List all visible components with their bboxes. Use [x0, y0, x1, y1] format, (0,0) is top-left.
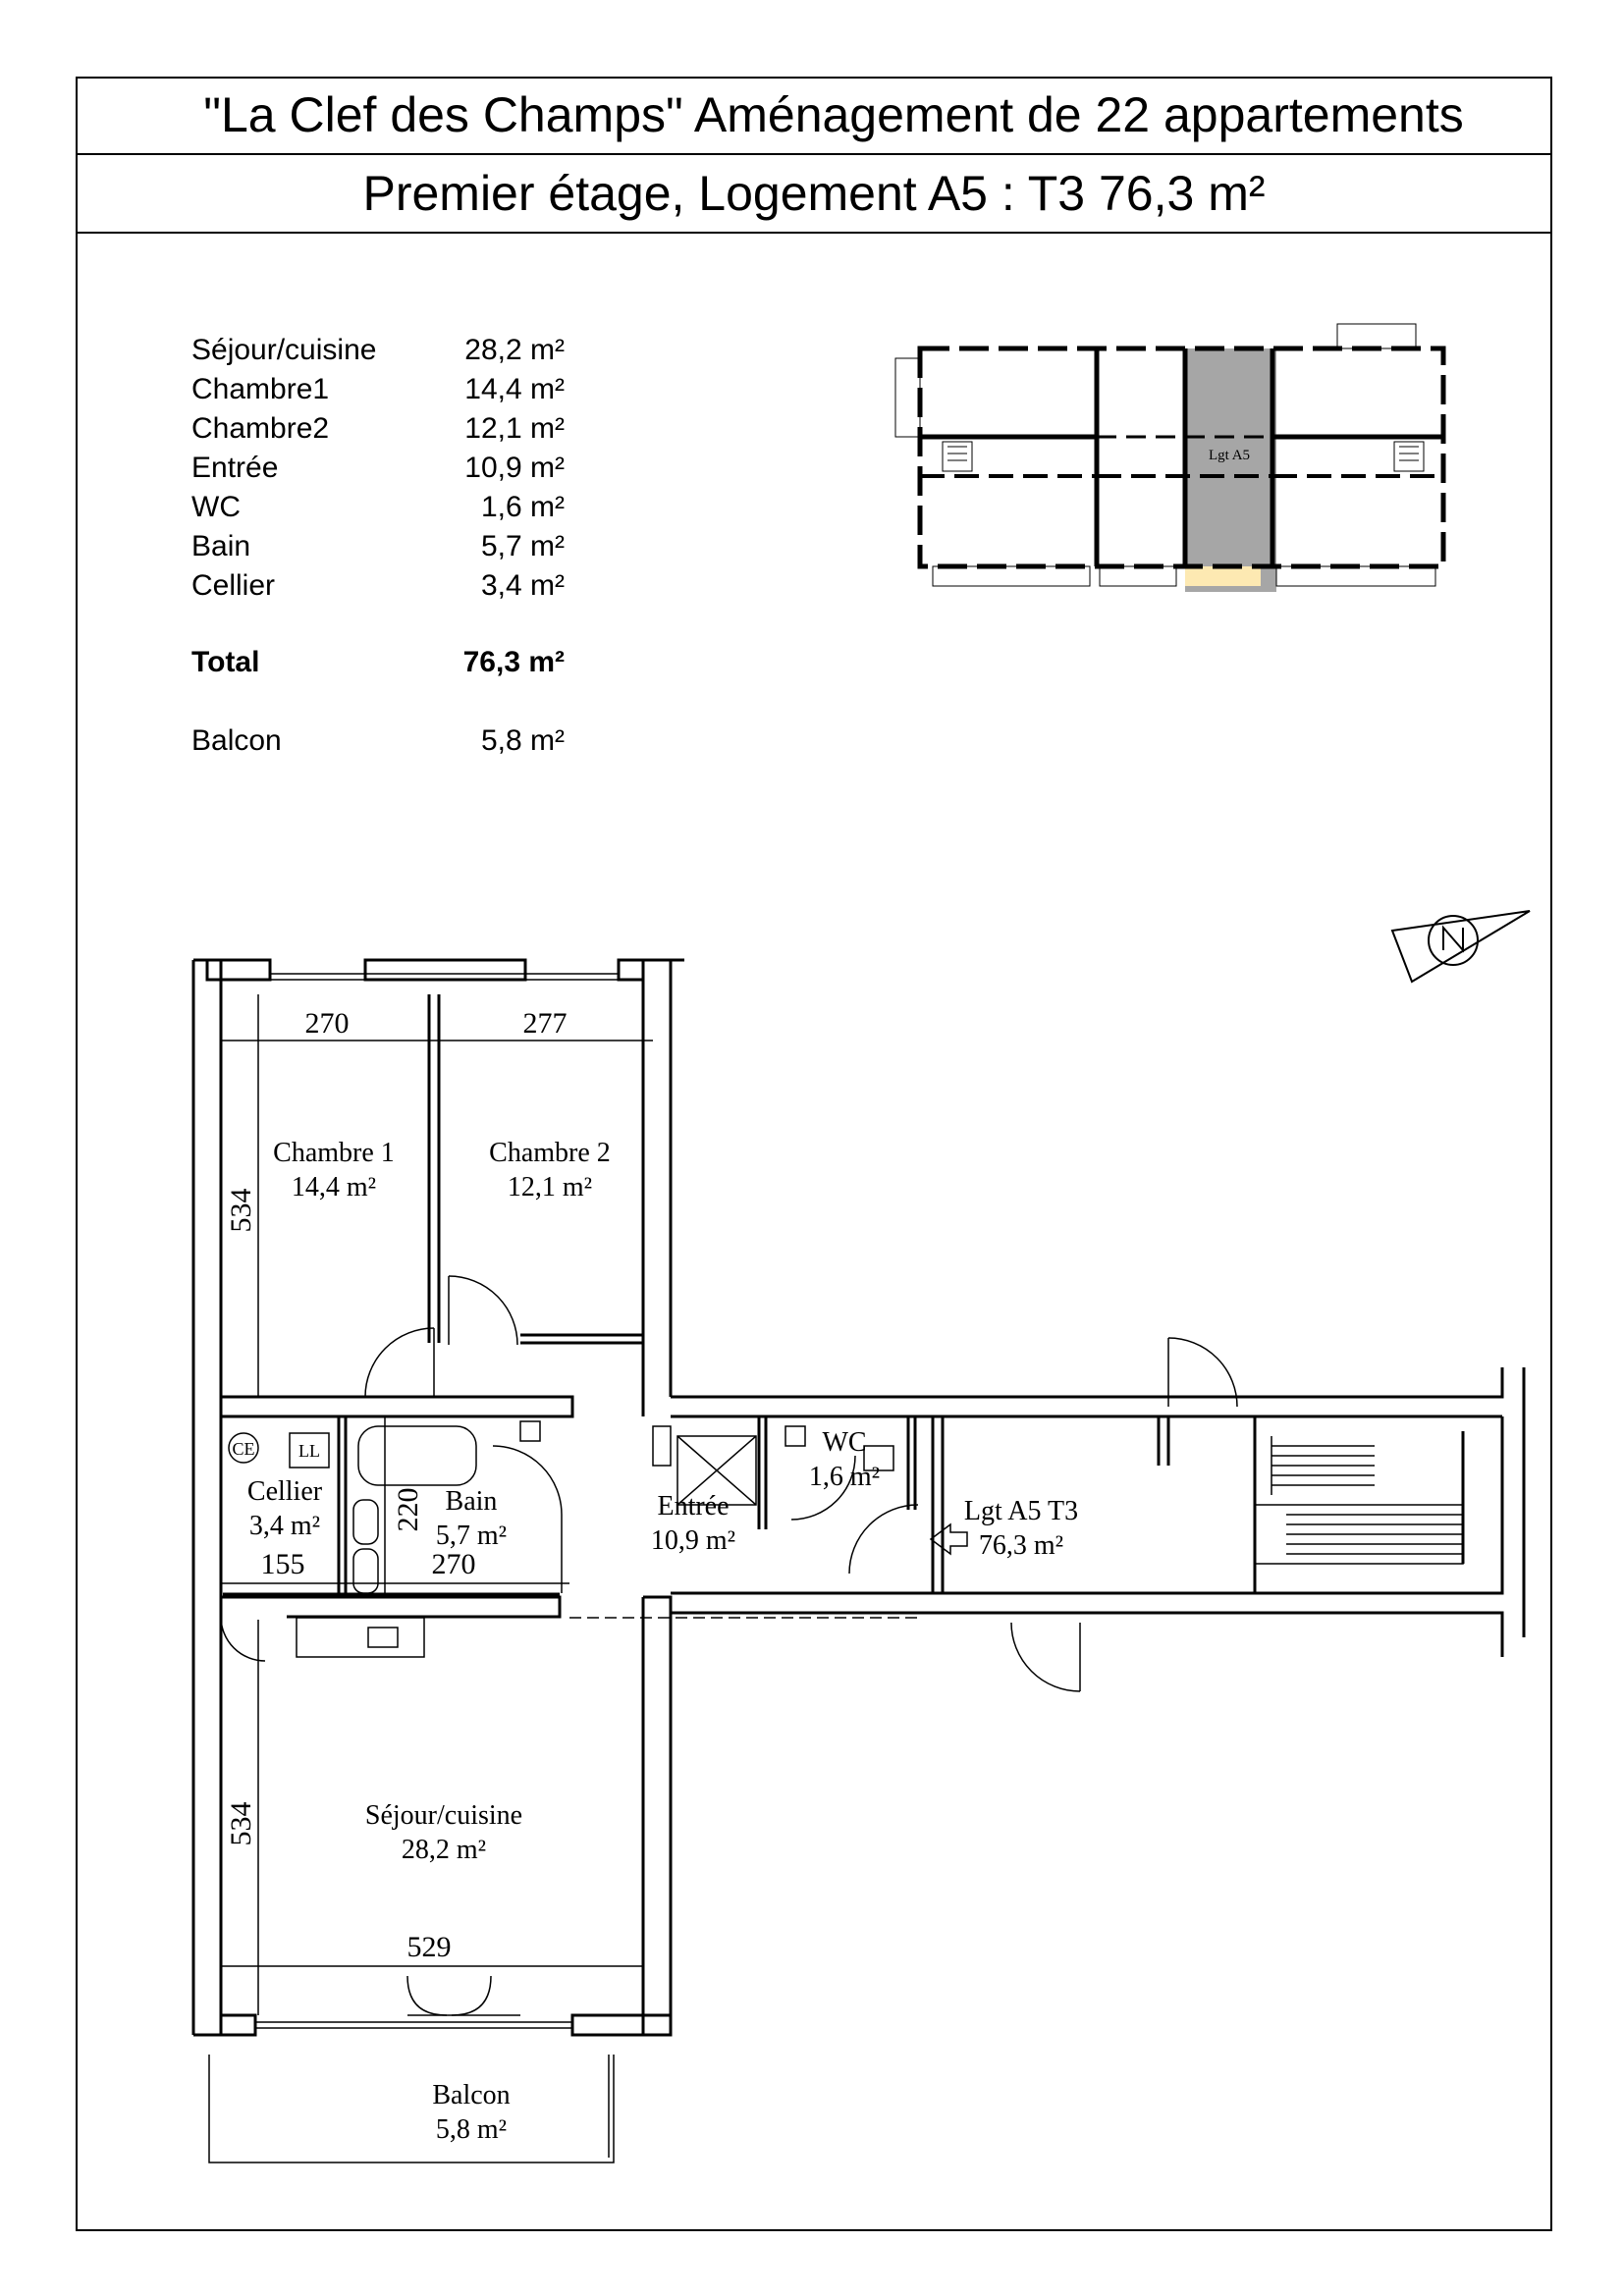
- key-plan: [895, 324, 1443, 592]
- north-arrow-icon: [1392, 911, 1530, 982]
- balcony-label: Balcon: [191, 724, 282, 757]
- entree-area: 10,9 m²: [650, 1525, 736, 1556]
- balcon-name: Balcon: [432, 2080, 511, 2110]
- dim-chambre2-width: 277: [522, 1007, 568, 1040]
- balcony-value: 5,8 m²: [480, 724, 565, 757]
- wc-area: 1,6 m²: [808, 1462, 881, 1492]
- key-plan-unit-balcony: [1185, 566, 1261, 586]
- door-swings: [221, 1276, 1237, 1691]
- unit-name: Lgt A5 T3: [963, 1496, 1079, 1526]
- ll-label: LL: [298, 1441, 320, 1461]
- dim-chambres-depth: 534: [225, 1188, 257, 1233]
- cellier-name: Cellier: [246, 1476, 323, 1507]
- unit-subtitle: Premier étage, Logement A5 : T3 76,3 m²: [76, 155, 1552, 234]
- unit-area: 76,3 m²: [978, 1530, 1064, 1561]
- room-area: 14,4 m²: [464, 373, 565, 405]
- key-plan-outline: [895, 324, 1443, 586]
- room-name: WC: [191, 491, 241, 523]
- room-area: 12,1 m²: [464, 412, 565, 445]
- wc-name: WC: [822, 1427, 867, 1458]
- balcon-area: 5,8 m²: [435, 2114, 508, 2145]
- dim-bain-width: 270: [431, 1548, 476, 1580]
- cellier-area: 3,4 m²: [248, 1511, 321, 1541]
- room-area: 3,4 m²: [480, 569, 565, 602]
- chambre2-name: Chambre 2: [489, 1138, 611, 1168]
- dim-bain-depth: 220: [392, 1487, 424, 1532]
- room-area: 28,2 m²: [464, 334, 565, 366]
- total-value: 76,3 m²: [462, 646, 565, 678]
- chambre1-name: Chambre 1: [273, 1138, 395, 1168]
- entree-name: Entrée: [657, 1491, 730, 1522]
- floor-plan: [193, 960, 1524, 2163]
- room-labels: [247, 1138, 1078, 2145]
- room-name: Cellier: [191, 569, 276, 602]
- bain-name: Bain: [445, 1486, 498, 1517]
- sejour-name: Séjour/cuisine: [364, 1800, 523, 1831]
- dim-sejour-depth: 534: [225, 1801, 257, 1846]
- room-area: 10,9 m²: [464, 452, 565, 484]
- ce-label: CE: [232, 1439, 255, 1459]
- room-name: Séjour/cuisine: [191, 334, 377, 366]
- room-name: Chambre1: [191, 373, 330, 405]
- room-name: Chambre2: [191, 412, 330, 445]
- chambre1-area: 14,4 m²: [291, 1172, 377, 1202]
- room-name: Entrée: [191, 452, 279, 484]
- dim-cellier-width: 155: [260, 1548, 305, 1580]
- entry-arrow-icon: [931, 1524, 967, 1554]
- fixture-labels: [232, 1439, 320, 1461]
- total-label: Total: [191, 646, 260, 678]
- chambre2-area: 12,1 m²: [507, 1172, 593, 1202]
- room-area: 1,6 m²: [480, 491, 565, 523]
- bain-area: 5,7 m²: [435, 1521, 508, 1551]
- wall-bands: [207, 960, 221, 980]
- key-plan-unit-highlight: [1185, 348, 1276, 592]
- key-plan-unit-label: Lgt A5: [1208, 448, 1251, 463]
- dim-chambre1-width: 270: [304, 1007, 350, 1040]
- room-name: Bain: [191, 530, 251, 562]
- dim-sejour-width: 529: [406, 1931, 452, 1963]
- room-area: 5,7 m²: [480, 530, 565, 562]
- sejour-area: 28,2 m²: [401, 1835, 487, 1865]
- project-title: "La Clef des Champs" Aménagement de 22 appartements: [76, 77, 1552, 155]
